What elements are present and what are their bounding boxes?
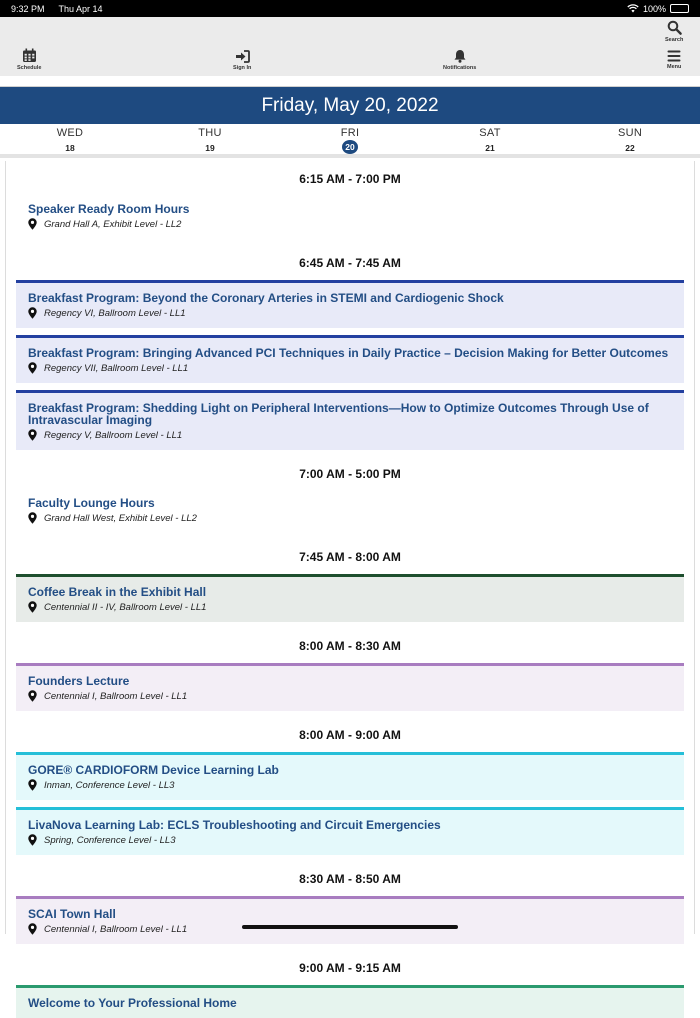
- session-location: [28, 307, 672, 319]
- notifications-label: Notifications: [443, 65, 477, 71]
- sign-in-icon: [235, 50, 250, 63]
- session-item[interactable]: [16, 491, 684, 533]
- session-title: LivaNova Learning Lab: ECLS Troubleshooting and Circuit Emergencies: [28, 818, 441, 832]
- session-item[interactable]: [16, 390, 684, 450]
- map-pin-icon: [28, 779, 37, 791]
- time-header: 9:00 AM - 9:15 AM: [299, 961, 401, 975]
- time-header: 7:00 AM - 5:00 PM: [299, 467, 401, 481]
- day-number: 21: [485, 142, 495, 153]
- session-location: [28, 362, 672, 374]
- status-time: 9:32 PM: [11, 3, 45, 14]
- session-item[interactable]: [16, 574, 684, 622]
- session-title: Breakfast Program: Bringing Advanced PCI Techniques in Daily Practice – Decision Making for Better Outcomes: [28, 346, 669, 360]
- search-icon: [667, 20, 682, 35]
- session-title: Breakfast Program: Shedding Light on Peripheral Interventions—How to Optimize Outcomes Through Use of Intravascular Imaging: [28, 401, 649, 427]
- date-banner: Friday, May 20, 2022: [0, 87, 700, 124]
- location-text: Spring, Conference Level - LL3: [44, 834, 176, 846]
- day-number-selected: 20: [342, 140, 358, 154]
- session-title: Breakfast Program: Beyond the Coronary Arteries in STEMI and Cardiogenic Shock: [28, 291, 504, 305]
- session-title: Speaker Ready Room Hours: [28, 202, 190, 216]
- time-header: 8:00 AM - 9:00 AM: [299, 728, 401, 742]
- map-pin-icon: [28, 601, 37, 613]
- search-button[interactable]: [665, 20, 683, 43]
- top-toolbar: [0, 17, 700, 76]
- session-title: Founders Lecture: [28, 674, 130, 688]
- session-location: [28, 779, 672, 791]
- menu-button[interactable]: [667, 50, 681, 70]
- time-header: 8:30 AM - 8:50 AM: [299, 872, 401, 886]
- day-number: 18: [65, 142, 75, 153]
- location-text: Centennial I, Ballroom Level - LL1: [44, 690, 188, 702]
- session-title: Welcome to Your Professional Home: [28, 996, 237, 1010]
- status-bar: [0, 0, 700, 17]
- session-title: Faculty Lounge Hours: [28, 496, 155, 510]
- session-item[interactable]: [16, 197, 684, 239]
- hamburger-menu-icon: [667, 50, 681, 62]
- day-number: 19: [205, 142, 215, 153]
- calendar-icon: [22, 48, 37, 63]
- session-item[interactable]: [16, 335, 684, 383]
- map-pin-icon: [28, 429, 37, 441]
- session-location: [28, 834, 672, 846]
- day-name: FRI: [340, 127, 360, 139]
- session-item[interactable]: [16, 807, 684, 855]
- toolbar-gap: [0, 76, 700, 86]
- session-location: [28, 601, 672, 613]
- session-item[interactable]: [16, 896, 684, 944]
- location-text: Grand Hall West, Exhibit Level - LL2: [44, 512, 197, 524]
- day-sat[interactable]: [420, 124, 560, 154]
- status-date: Thu Apr 14: [58, 3, 103, 14]
- session-title: Coffee Break in the Exhibit Hall: [28, 585, 207, 599]
- day-name: THU: [198, 127, 222, 139]
- session-item[interactable]: [16, 985, 684, 1018]
- location-text: Regency V, Ballroom Level - LL1: [44, 429, 183, 441]
- location-text: Grand Hall A, Exhibit Level - LL2: [44, 218, 182, 230]
- menu-label: Menu: [667, 64, 682, 70]
- time-header: 6:15 AM - 7:00 PM: [299, 172, 401, 186]
- day-name: WED: [56, 127, 84, 139]
- search-label: Search: [665, 37, 684, 43]
- battery-percent: 100%: [642, 3, 666, 14]
- map-pin-icon: [28, 690, 37, 702]
- battery-icon: [670, 4, 689, 13]
- map-pin-icon: [28, 218, 37, 230]
- time-header: 8:00 AM - 8:30 AM: [299, 639, 401, 653]
- day-wed[interactable]: [0, 124, 140, 154]
- day-number: 22: [625, 142, 635, 153]
- session-location: [28, 512, 672, 524]
- map-pin-icon: [28, 307, 37, 319]
- session-item[interactable]: [16, 280, 684, 328]
- session-location: [28, 429, 672, 441]
- sign-in-label: Sign In: [233, 65, 252, 71]
- map-pin-icon: [28, 834, 37, 846]
- session-location: [28, 690, 672, 702]
- location-text: Centennial II - IV, Ballroom Level - LL1: [44, 601, 207, 613]
- map-pin-icon: [28, 923, 37, 935]
- session-item[interactable]: [16, 752, 684, 800]
- session-title: SCAI Town Hall: [28, 907, 116, 921]
- wifi-icon: [627, 4, 639, 13]
- day-selector: [0, 124, 700, 158]
- time-header: 6:45 AM - 7:45 AM: [299, 256, 401, 270]
- session-item[interactable]: [16, 663, 684, 711]
- time-header: 7:45 AM - 8:00 AM: [299, 550, 401, 564]
- location-text: Regency VI, Ballroom Level - LL1: [44, 307, 186, 319]
- sign-in-button[interactable]: [233, 50, 251, 71]
- day-name: SAT: [479, 127, 501, 139]
- schedule-button[interactable]: [17, 48, 41, 71]
- location-text: Centennial I, Ballroom Level - LL1: [44, 923, 188, 935]
- map-pin-icon: [28, 362, 37, 374]
- day-thu[interactable]: [140, 124, 280, 154]
- day-fri[interactable]: [280, 124, 420, 154]
- schedule-label: Schedule: [17, 65, 42, 71]
- map-pin-icon: [28, 512, 37, 524]
- home-indicator: [242, 925, 458, 929]
- location-text: Regency VII, Ballroom Level - LL1: [44, 362, 189, 374]
- session-location: [28, 218, 672, 230]
- notifications-button[interactable]: [443, 49, 476, 71]
- day-name: SUN: [617, 127, 643, 139]
- location-text: Inman, Conference Level - LL3: [44, 779, 175, 791]
- day-sun[interactable]: [560, 124, 700, 154]
- schedule-list[interactable]: [5, 161, 695, 1010]
- session-title: GORE® CARDIOFORM Device Learning Lab: [28, 763, 279, 777]
- bell-icon: [453, 49, 467, 63]
